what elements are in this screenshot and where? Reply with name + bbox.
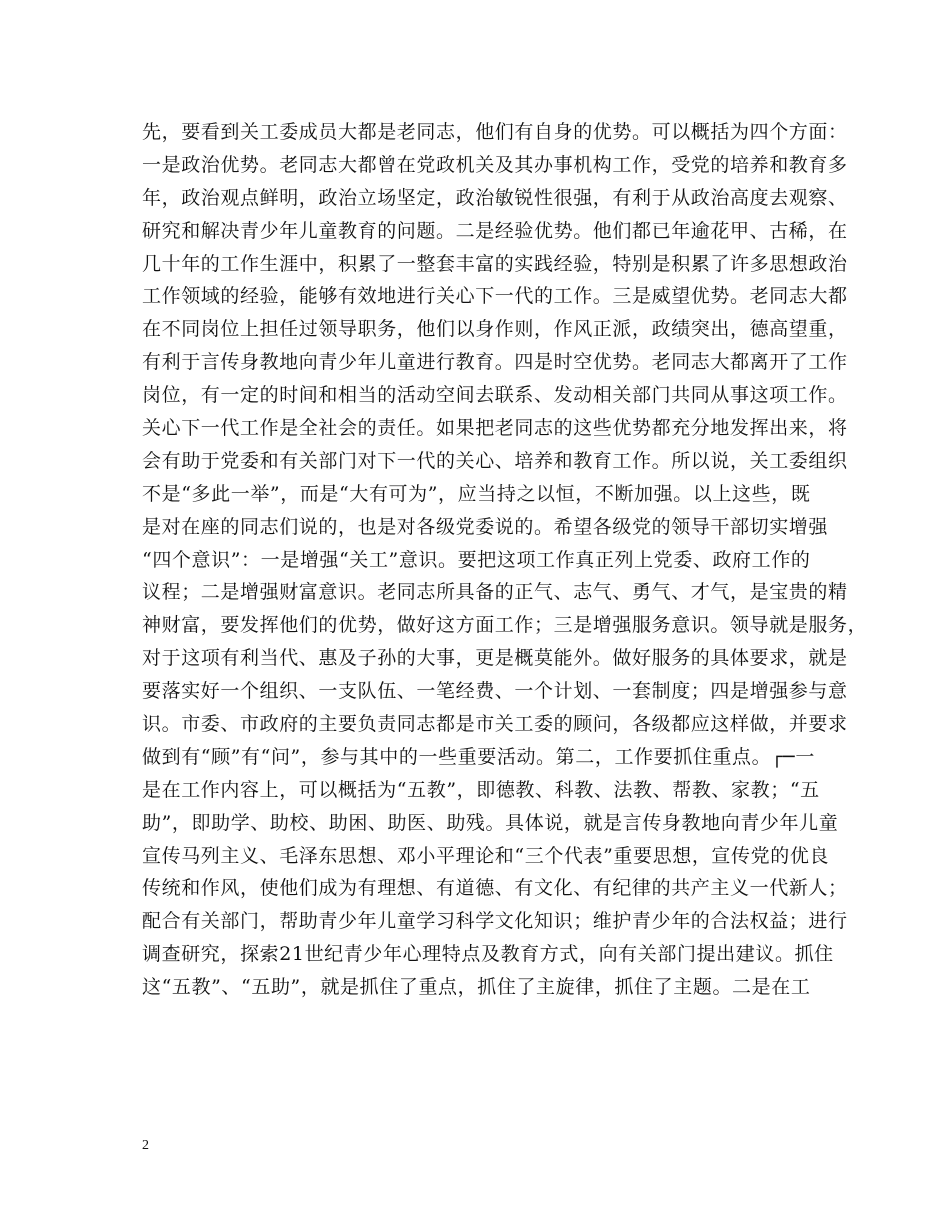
text-line: 岗位，有一定的时间和相当的活动空间去联系、发动相关部门共同从事这项工作。 (142, 384, 848, 407)
body-text (142, 118, 868, 1006)
text-line: 议程；二是增强财富意识。老同志所具备的正气、志气、勇气、才气，是宝贵的精 (142, 581, 848, 604)
text-line: 这“五教”、“五助”，就是抓住了重点，抓住了主旋律，抓住了主题。二是在工 (142, 976, 811, 999)
text-line: 是对在座的同志们说的，也是对各级党委说的。希望各级党的领导干部切实增强 (142, 515, 829, 538)
text-line: 调查研究，探索21世纪青少年心理特点及教育方式，向有关部门提出建议。抓住 (142, 943, 834, 966)
text-line: 神财富，要发挥他们的优势，做好这方面工作；三是增强服务意识。领导就是服务， (142, 614, 868, 637)
text-line: 识。市委、市政府的主要负责同志都是市关工委的顾问，各级都应这样做，并要求 (142, 713, 848, 736)
text-line: 做到有“顾”有“问”，参与其中的一些重要活动。第二，工作要抓住重点。┌─一 (142, 745, 815, 768)
text-line: “四个意识”：一是增强“关工”意识。要把这项工作真正列上党委、政府工作的 (142, 548, 811, 571)
text-line: 对于这项有利当代、惠及子孙的大事，更是概莫能外。做好服务的具体要求，就是 (142, 647, 848, 670)
text-line: 配合有关部门，帮助青少年儿童学习科学文化知识；维护青少年的合法权益；进行 (142, 910, 848, 933)
text-line: 传统和作风，使他们成为有理想、有道德、有文化、有纪律的共产主义一代新人； (142, 877, 848, 900)
text-line: 研究和解决青少年儿童教育的问题。二是经验优势。他们都已年逾花甲、古稀，在 (142, 219, 848, 242)
text-line: 是在工作内容上，可以概括为“五教”，即德教、科教、法教、帮教、家教；“五 (142, 778, 820, 801)
text-line: 要落实好一个组织、一支队伍、一笔经费、一个计划、一套制度；四是增强参与意 (142, 680, 848, 703)
text-line: 有利于言传身教地向青少年儿童进行教育。四是时空优势。老同志大都离开了工作 (142, 351, 848, 374)
text-line: 助”，即助学、助校、助困、助医、助残。具体说，就是言传身教地向青少年儿童 (142, 811, 839, 834)
text-line: 工作领域的经验，能够有效地进行关心下一代的工作。三是威望优势。老同志大都 (142, 285, 848, 308)
text-line: 几十年的工作生涯中，积累了一整套丰富的实践经验，特别是积累了许多思想政治 (142, 252, 848, 275)
text-line: 不是“多此一举”，而是“大有可为”，应当持之以恒，不断加强。以上这些，既 (142, 482, 811, 505)
page-number: 2 (142, 1138, 149, 1153)
text-line: 年，政治观点鲜明，政治立场坚定，政治敏锐性很强，有利于从政治高度去观察、 (142, 186, 848, 209)
text-line: 一是政治优势。老同志大都曾在党政机关及其办事机构工作，受党的培养和教育多 (142, 153, 848, 176)
text-line: 关心下一代工作是全社会的责任。如果把老同志的这些优势都充分地发挥出来，将 (142, 417, 848, 440)
text-line: 会有助于党委和有关部门对下一代的关心、培养和教育工作。所以说，关工委组织 (142, 449, 848, 472)
text-line: 宣传马列主义、毛泽东思想、邓小平理论和“三个代表”重要思想，宣传党的优良 (142, 844, 830, 867)
text-line: 先，要看到关工委成员大都是老同志，他们有自身的优势。可以概括为四个方面： (142, 121, 848, 143)
text-line: 在不同岗位上担任过领导职务，他们以身作则，作风正派，政绩突出，德高望重， (142, 318, 848, 341)
